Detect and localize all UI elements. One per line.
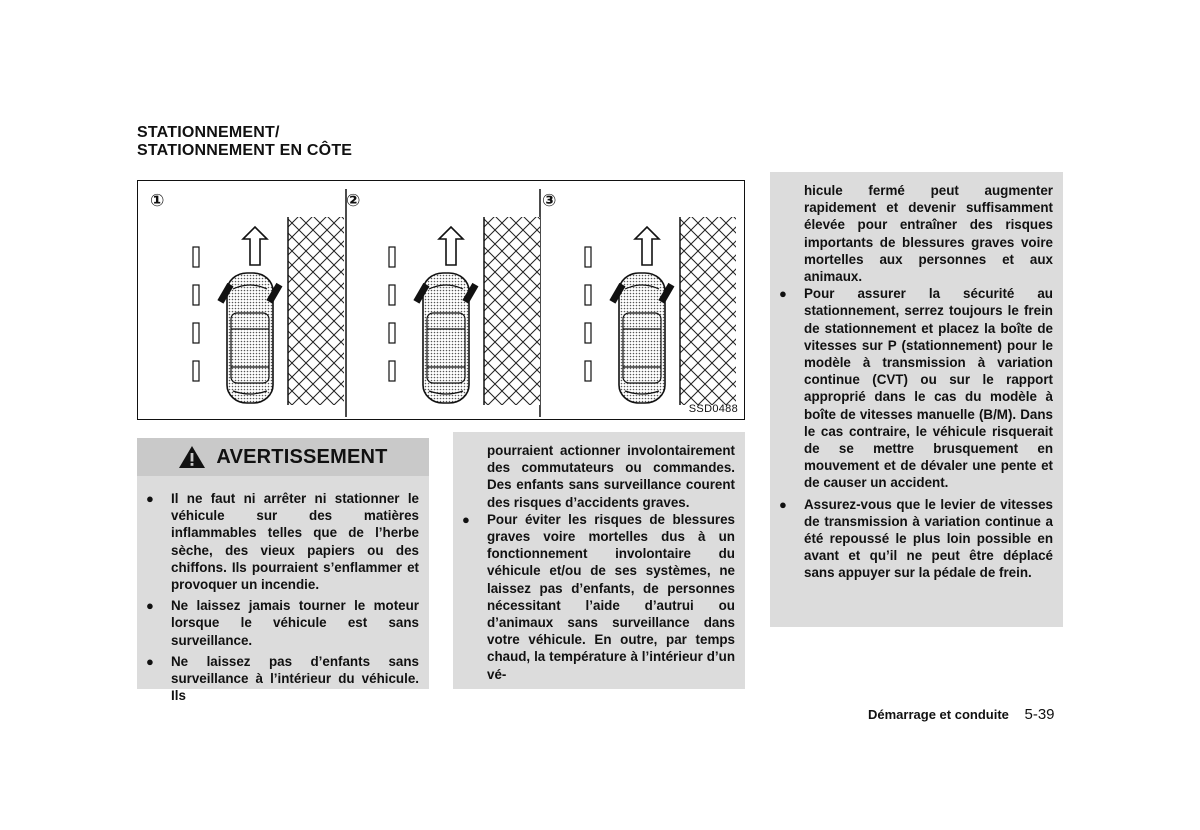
car-top-view-icon bbox=[217, 273, 282, 403]
warning-header bbox=[137, 438, 429, 476]
bullet-dot: ● bbox=[146, 491, 154, 506]
curb-hatch bbox=[484, 217, 540, 405]
lane-marking bbox=[193, 285, 199, 305]
bullet-text: Ne laissez pas d’enfants sans surveillance à l’intérieur du véhicule. Ils bbox=[171, 653, 419, 704]
warning-column-3 bbox=[770, 172, 1063, 627]
page-title-line1: STATIONNEMENT/ bbox=[137, 124, 280, 141]
parking-panel bbox=[542, 191, 736, 405]
lane-marking bbox=[585, 323, 591, 343]
warning-bullet bbox=[137, 490, 419, 593]
parking-panel bbox=[150, 191, 344, 405]
lane-marking bbox=[389, 323, 395, 343]
page-number: 5-39 bbox=[1024, 706, 1055, 723]
forward-arrow-icon bbox=[439, 227, 463, 265]
parking-panel bbox=[346, 191, 540, 405]
bullet-text: Assurez-vous que le levier de vitesses de transmission à variation continue a été repoussé le plus loin possible en avant et qu’il ne peut être déplacé sans appuyer sur la pédale de frein. bbox=[804, 496, 1053, 581]
warning-bullet bbox=[770, 496, 1053, 582]
lane-marking bbox=[585, 285, 591, 305]
car-top-view-icon bbox=[609, 273, 674, 403]
bullet-text: Il ne faut ni arrêter ni stationner le véhicule sur des matières inflammables telles que de l’herbe sèche, des vieux papiers ou des chiffons. Ils pourraient s’enflammer et provoquer un incendie. bbox=[171, 491, 419, 593]
bullet-text: Ne laissez jamais tourner le moteur lorsque le véhicule est sans surveillance. bbox=[171, 598, 419, 648]
bullet-text: Pour éviter les risques de blessures graves voire mortelles dus à un fonctionnement involontaire du véhicule et/ou de ses systèmes, ne laissez pas d’enfants, de personnes nécessitant l’aide d’autrui ou d’animaux sans surveillance dans votre véhicule. En outre, par temps chaud, la température à l’intérieur d’un vé- bbox=[487, 511, 735, 682]
figure-code: SSD0488 bbox=[688, 403, 738, 415]
warning-column-2 bbox=[453, 432, 745, 689]
car-top-view-icon bbox=[413, 273, 478, 403]
parking-illustration-drawing bbox=[138, 181, 744, 419]
warning-triangle-icon bbox=[178, 445, 206, 469]
page-title-line2: STATIONNEMENT EN CÔTE bbox=[137, 142, 353, 159]
lane-marking bbox=[389, 247, 395, 267]
warning-bullet bbox=[137, 597, 419, 649]
bullet-dot: ● bbox=[462, 511, 470, 527]
bullet-dot: ● bbox=[146, 653, 154, 669]
lane-marking bbox=[389, 361, 395, 381]
panel-number: ① bbox=[150, 191, 165, 211]
lane-marking bbox=[585, 361, 591, 381]
lane-marking bbox=[193, 361, 199, 381]
lane-marking bbox=[389, 285, 395, 305]
warning-bullet bbox=[137, 653, 419, 705]
bullet-dot: ● bbox=[779, 286, 787, 302]
bullet-dot: ● bbox=[146, 598, 154, 614]
page-title bbox=[137, 124, 352, 160]
bullet-text: Pour assurer la sécurité au stationnement, serrez toujours le frein de stationnement et placez la boîte de vitesses sur P (stationnement) pour le modèle à transmission à variation continue (CVT) ou sur le rapport approprié dans le cas du modèle à boîte de vitesses manuelle (B/M). Dans le cas contraire, le véhicule risquerait de se mettre brusquement en mouvement et de dévaler une pente et de causer un accident. bbox=[804, 286, 1053, 491]
lane-marking bbox=[585, 247, 591, 267]
warning-title: AVERTISSEMENT bbox=[216, 445, 388, 468]
page-footer bbox=[868, 706, 1055, 723]
curb-hatch bbox=[288, 217, 344, 405]
forward-arrow-icon bbox=[243, 227, 267, 265]
curb-hatch bbox=[680, 217, 736, 405]
panel-number: ③ bbox=[542, 191, 557, 211]
parking-illustration bbox=[137, 180, 745, 420]
lane-marking bbox=[193, 247, 199, 267]
forward-arrow-icon bbox=[635, 227, 659, 265]
footer-section-name: Démarrage et conduite bbox=[868, 707, 1009, 722]
panel-number: ② bbox=[346, 191, 361, 211]
continuation-text: hicule fermé peut augmenter rapidement et devenir suffisamment élevée pour entraîner des risques importants de blessures graves voire mortelles aux personnes et aux animaux. bbox=[804, 183, 1053, 285]
warning-bullet bbox=[770, 285, 1053, 491]
lane-marking bbox=[193, 323, 199, 343]
warning-bullet bbox=[453, 511, 735, 683]
continuation-text: pourraient actionner involontairement des commutateurs ou commandes. Des enfants sans surveillance courent des risques d’accidents graves. bbox=[487, 443, 735, 510]
bullet-dot: ● bbox=[779, 496, 787, 512]
warning-column-1 bbox=[137, 476, 429, 704]
